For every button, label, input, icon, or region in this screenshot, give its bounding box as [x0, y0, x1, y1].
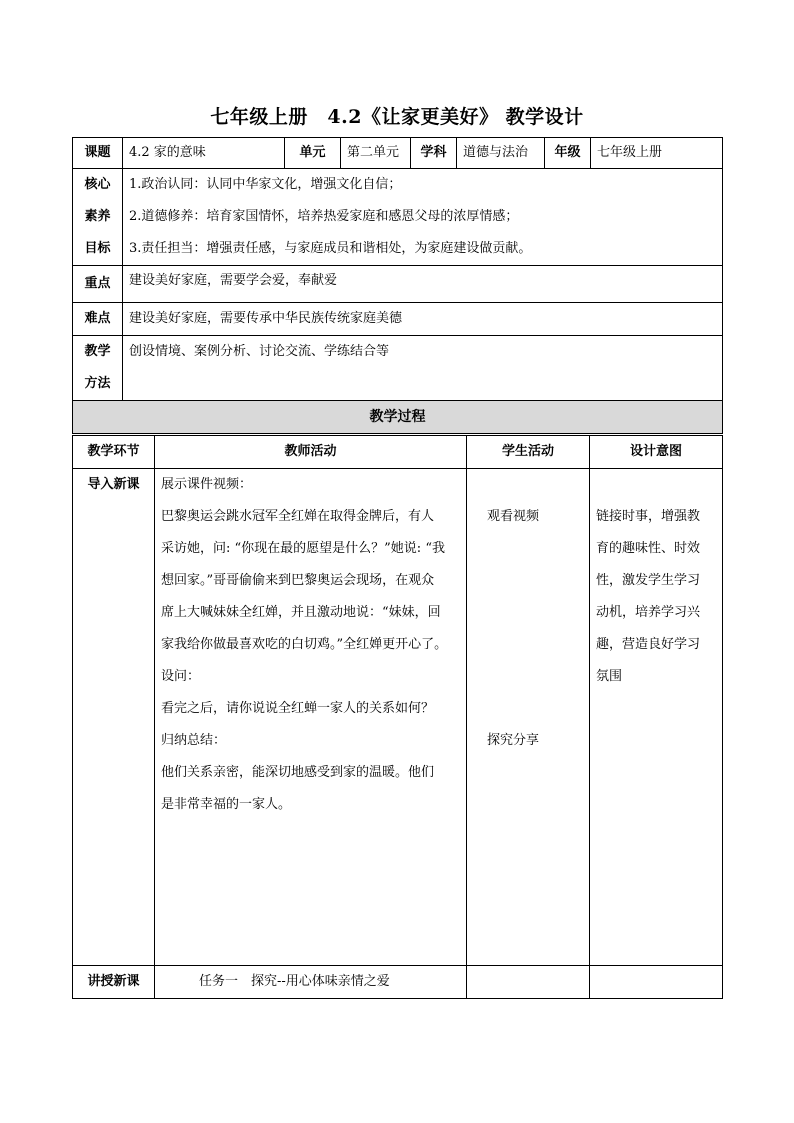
stage-label: 讲授新课 [73, 966, 155, 999]
grade-label: 年级 [545, 138, 591, 169]
topic-label: 课题 [73, 138, 123, 169]
student-activity: 观看视频 探究分享 [467, 469, 590, 966]
method-value: 创设情境、案例分析、讨论交流、学练结合等 [123, 336, 723, 401]
difficulty-value: 建设美好家庭，需要传承中华民族传统家庭美德 [123, 303, 723, 336]
goals-label: 核心 素养 目标 [73, 169, 123, 266]
goal-item: 3.责任担当：增强责任感，与家庭成员和谐相处，为家庭建设做贡献。 [129, 241, 532, 256]
column-teacher: 教师活动 [155, 436, 467, 469]
page-title: 七年级上册 4.2《让家更美好》 教学设计 [210, 106, 584, 128]
process-row-intro [73, 469, 723, 966]
key-point-label: 重点 [73, 266, 123, 303]
method-label: 教学 方法 [73, 336, 123, 401]
process-header: 教学过程 [73, 401, 723, 434]
topic-value: 4.2 家的意味 [123, 138, 285, 169]
design-intent [590, 966, 723, 999]
column-stage: 教学环节 [73, 436, 155, 469]
process-header-row [73, 401, 723, 434]
info-row [73, 138, 723, 169]
column-intent: 设计意图 [590, 436, 723, 469]
process-row-teaching [73, 966, 723, 999]
difficulty-row [73, 303, 723, 336]
process-table [72, 435, 723, 999]
method-row [73, 336, 723, 401]
goals-content [123, 169, 723, 266]
teacher-activity: 任务一 探究--用心体味亲情之爱 [155, 966, 467, 999]
grade-value: 七年级上册 [591, 138, 723, 169]
design-intent: 链接时事，增强教 育的趣味性、时效 性，激发学生学习 动机，培养学习兴 趣，营造良好学习 氛围 [590, 469, 723, 966]
teacher-activity: 展示课件视频： 巴黎奥运会跳水冠军全红婵在取得金牌后，有人 采访她，问: “你现在最的愿望是什么？”她说: “我 想回家。”哥哥偷偷来到巴黎奥运会现场，在观众 席上大喊妹妹全红婵，并且激动地说：“妹妹，回 家我给你做最喜欢吃的白切鸡。”全红婵更开心了。 设问： 看完之后，请你说说全红蝉一家人的关系如何？ 归纳总结： 他们关系亲密，能深切地感受到家的温暖。他们 是非常幸福的一家人。 [155, 469, 467, 966]
column-student: 学生活动 [467, 436, 590, 469]
student-activity [467, 966, 590, 999]
stage-label: 导入新课 [73, 469, 155, 966]
lesson-plan-table [72, 137, 723, 434]
goal-item: 2.道德修养：培育家国情怀，培养热爱家庭和感恩父母的浓厚情感； [129, 209, 519, 224]
key-point-value: 建设美好家庭，需要学会爱，奉献爱 [123, 266, 723, 303]
goal-item: 1.政治认同：认同中华家文化，增强文化自信； [129, 177, 402, 192]
process-columns-row [73, 436, 723, 469]
unit-value: 第二单元 [341, 138, 411, 169]
subject-value: 道德与法治 [457, 138, 545, 169]
subject-label: 学科 [411, 138, 457, 169]
goals-row [73, 169, 723, 266]
difficulty-label: 难点 [73, 303, 123, 336]
key-point-row [73, 266, 723, 303]
unit-label: 单元 [285, 138, 341, 169]
